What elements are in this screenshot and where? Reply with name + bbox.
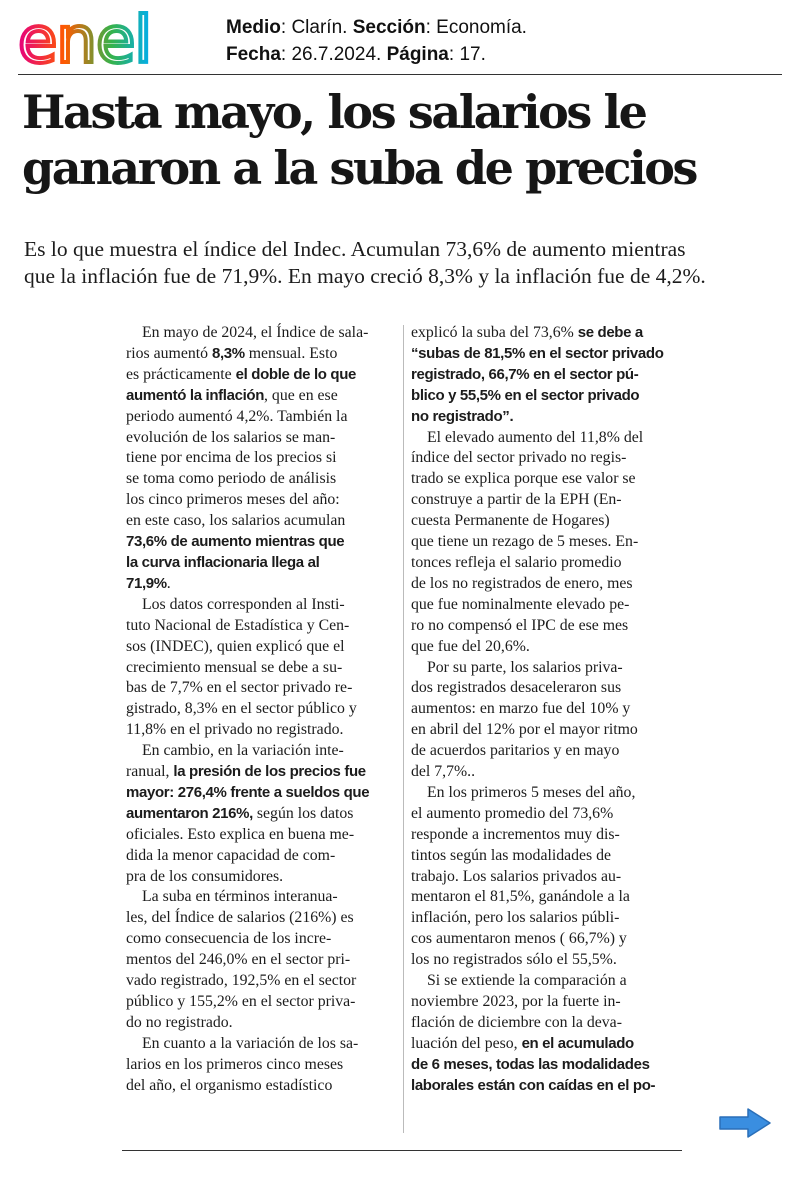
body-text: del año, el organismo estadístico	[126, 1076, 333, 1094]
subhead-line: que la inflación fue de 71,9%. En mayo creció 8,3% y la inflación fue de 4,2%.	[24, 264, 706, 288]
enel-logo-icon	[18, 10, 190, 72]
body-line	[126, 699, 394, 720]
body-text: como consecuencia de los incre-	[126, 930, 332, 948]
pagina-label: Página	[386, 44, 449, 65]
body-text-bold: aumentó la inflación	[126, 386, 265, 404]
body-line	[126, 1034, 394, 1055]
body-text-bold: registrado, 66,7% en el sector pú-	[411, 365, 639, 383]
body-line	[126, 448, 394, 469]
body-text-bold: el doble de lo que	[235, 365, 357, 383]
body-text: periodo aumentó 4,2%. También la	[126, 407, 348, 425]
top-divider	[18, 74, 782, 75]
body-line	[411, 532, 683, 553]
headline-line: ganaron a la suba de precios	[22, 141, 697, 195]
body-line	[411, 992, 683, 1013]
body-line	[411, 825, 683, 846]
body-line	[411, 1076, 683, 1097]
body-line	[126, 929, 394, 950]
body-line	[126, 1076, 394, 1097]
body-line	[411, 574, 683, 595]
body-text: les, del Índice de salarios (216%) es	[126, 909, 354, 927]
body-text-bold: 73,6% de aumento mientras que	[126, 533, 345, 551]
body-line	[411, 553, 683, 574]
body-line	[411, 469, 683, 490]
body-text: que fue nominalmente elevado pe-	[411, 595, 630, 613]
body-text: tintos según las modalidades de	[411, 846, 612, 864]
seccion-value: Economía.	[436, 17, 527, 38]
body-text: vado registrado, 192,5% en el sector	[126, 972, 357, 990]
headline-line: Hasta mayo, los salarios le	[22, 85, 646, 139]
body-line	[126, 323, 394, 344]
body-line	[411, 908, 683, 929]
body-text: el aumento promedio del 73,6%	[411, 804, 614, 822]
body-text: trado se explica porque ese valor se	[411, 470, 636, 488]
body-text: en abril del 12% por el mayor ritmo	[411, 721, 638, 739]
body-line	[411, 511, 683, 532]
body-text: En cuanto a la variación de los sa-	[142, 1034, 359, 1052]
body-text: trabajo. Los salarios privados au-	[411, 867, 622, 885]
body-line	[126, 511, 394, 532]
body-text: mensual. Esto	[244, 344, 338, 362]
body-text: en este caso, los salarios acumulan	[126, 512, 346, 530]
body-text: construye a partir de la EPH (En-	[411, 491, 622, 509]
body-line	[411, 720, 683, 741]
body-line	[126, 344, 394, 365]
headline	[22, 84, 792, 196]
subhead-line: Es lo que muestra el índice del Indec. Acumulan 73,6% de aumento mientras	[24, 237, 686, 261]
body-text-bold: no registrado”.	[411, 407, 514, 425]
body-line	[126, 950, 394, 971]
body-text-bold: blico y 55,5% en el sector privado	[411, 386, 640, 404]
body-text-bold: 71,9%	[126, 574, 167, 592]
body-text: sos (INDEC), quien explicó que el	[126, 637, 345, 655]
body-text-bold: en el acumulado	[521, 1034, 634, 1052]
article-meta	[226, 14, 527, 68]
body-text: larios en los primeros cinco meses	[126, 1055, 344, 1073]
body-line	[411, 448, 683, 469]
body-text: que tiene un rezago de 5 meses. En-	[411, 533, 639, 551]
body-text-bold: la curva inflacionaria llega al	[126, 553, 320, 571]
body-text-bold: se debe a	[577, 324, 643, 341]
body-line	[411, 490, 683, 511]
body-line	[126, 846, 394, 867]
logo-text: enel	[18, 10, 152, 72]
body-text: oficiales. Esto explica en buena me-	[126, 825, 355, 843]
medio-value: Clarín.	[291, 17, 348, 38]
body-line	[126, 825, 394, 846]
body-line	[411, 1034, 683, 1055]
body-text-bold: “subas de 81,5% en el sector privado	[411, 344, 664, 362]
body-line	[411, 365, 683, 386]
body-line	[411, 407, 683, 428]
body-line	[126, 867, 394, 888]
body-line	[411, 323, 683, 344]
body-line	[411, 699, 683, 720]
body-text: crecimiento mensual se debe a su-	[126, 658, 343, 676]
body-text: ro no compensó el IPC de ese mes	[411, 616, 629, 634]
body-text-bold: de 6 meses, todas las modalidades	[411, 1055, 650, 1073]
body-line	[411, 678, 683, 699]
body-text: La suba en términos interanua-	[142, 888, 338, 906]
body-text: mentos del 246,0% en el sector pri-	[126, 951, 351, 969]
body-text: En los primeros 5 meses del año,	[427, 783, 636, 801]
body-text: evolución de los salarios se man-	[126, 428, 336, 446]
body-line	[126, 971, 394, 992]
body-text: que fue del 20,6%.	[411, 637, 530, 655]
body-line	[411, 595, 683, 616]
body-text: según los datos	[252, 804, 354, 822]
body-line	[411, 1013, 683, 1034]
body-line	[411, 344, 683, 365]
body-line	[126, 762, 394, 783]
body-text: En cambio, en la variación inte-	[142, 742, 344, 760]
body-line	[126, 428, 394, 449]
fecha-label: Fecha	[226, 44, 281, 65]
body-line	[126, 908, 394, 929]
body-text: del 7,7%..	[411, 763, 476, 781]
body-line	[411, 804, 683, 825]
body-line	[411, 741, 683, 762]
body-text: En mayo de 2024, el Índice de sala-	[142, 324, 369, 341]
body-text: rios aumentó	[126, 344, 212, 362]
body-text: El elevado aumento del 11,8% del	[427, 428, 644, 446]
body-text: los no registrados sólo el 55,5%.	[411, 951, 617, 969]
body-text: explicó la suba del 73,6%	[411, 324, 578, 341]
body-line	[411, 637, 683, 658]
body-text: dos registrados desaceleraron sus	[411, 679, 622, 697]
column-divider	[403, 325, 404, 1133]
body-column-left	[126, 323, 394, 1097]
body-text: , que en ese	[264, 386, 338, 404]
body-line	[411, 867, 683, 888]
body-line	[126, 490, 394, 511]
body-text: de los no registrados de enero, mes	[411, 574, 633, 592]
body-line	[126, 386, 394, 407]
body-column-right	[411, 323, 683, 1097]
body-text: cuesta Permanente de Hogares)	[411, 512, 610, 530]
body-line	[126, 678, 394, 699]
body-line	[126, 1013, 394, 1034]
body-line	[411, 428, 683, 449]
body-text: índice del sector privado no regis-	[411, 449, 627, 467]
body-text: de acuerdos paritarios y en mayo	[411, 742, 620, 760]
body-line	[411, 971, 683, 992]
medio-label: Medio	[226, 17, 281, 38]
body-line	[126, 574, 394, 595]
body-line	[411, 1055, 683, 1076]
arrow-right-icon[interactable]	[718, 1106, 772, 1140]
body-text: luación del peso,	[411, 1034, 522, 1052]
body-line	[126, 992, 394, 1013]
body-line	[411, 783, 683, 804]
body-text: Si se extiende la comparación a	[427, 972, 627, 990]
body-text: responde a incrementos muy dis-	[411, 825, 620, 843]
meta-line-1: Medio: Clarín. Sección: Economía.	[226, 17, 527, 38]
body-line	[126, 804, 394, 825]
body-line	[411, 658, 683, 679]
body-line	[126, 741, 394, 762]
body-text: tiene por encima de los precios si	[126, 449, 337, 467]
body-text: público y 155,2% en el sector priva-	[126, 993, 356, 1010]
body-text: cos aumentaron menos ( 66,7%) y	[411, 930, 627, 948]
body-text: ranual,	[126, 763, 174, 781]
body-text: bas de 7,7% en el sector privado re-	[126, 679, 353, 697]
body-text: pra de los consumidores.	[126, 867, 284, 885]
body-text: inflación, pero los salarios públi-	[411, 909, 620, 927]
body-text: gistrado, 8,3% en el sector público y	[126, 700, 357, 718]
body-text: Por su parte, los salarios priva-	[427, 658, 623, 676]
body-text: do no registrado.	[126, 1013, 233, 1031]
subheadline	[24, 236, 794, 290]
body-line	[126, 365, 394, 386]
body-text: los cinco primeros meses del año:	[126, 491, 340, 509]
body-line	[411, 846, 683, 867]
body-line	[126, 658, 394, 679]
body-text: mentaron el 81,5%, ganándole a la	[411, 888, 630, 906]
body-text: aumentos: en marzo fue del 10% y	[411, 700, 631, 718]
body-text: flación de diciembre con la deva-	[411, 1013, 622, 1031]
body-text: 11,8% en el privado no registrado.	[126, 721, 344, 739]
body-line	[411, 762, 683, 783]
body-text: noviembre 2023, por la fuerte in-	[411, 993, 621, 1010]
body-line	[126, 553, 394, 574]
body-text: dida la menor capacidad de com-	[126, 846, 336, 864]
body-line	[126, 1055, 394, 1076]
body-line	[126, 887, 394, 908]
meta-line-2: Fecha: 26.7.2024. Página: 17.	[226, 44, 486, 65]
body-text: tuto Nacional de Estadística y Cen-	[126, 616, 350, 634]
body-line	[411, 887, 683, 908]
body-text: se toma como periodo de análisis	[126, 470, 337, 488]
body-line	[411, 386, 683, 407]
body-text: tonces refleja el salario promedio	[411, 553, 622, 571]
body-text: .	[166, 574, 171, 592]
body-line	[126, 783, 394, 804]
body-line	[126, 532, 394, 553]
body-text-bold: la presión de los precios fue	[173, 763, 366, 781]
body-text-bold: mayor: 276,4% frente a sueldos que	[126, 783, 370, 801]
body-text: Los datos corresponden al Insti-	[142, 595, 345, 613]
pagina-value: 17.	[459, 44, 486, 65]
body-line	[126, 720, 394, 741]
body-line	[126, 469, 394, 490]
body-line	[126, 637, 394, 658]
body-text-bold: laborales están con caídas en el po-	[411, 1076, 656, 1094]
body-line	[411, 929, 683, 950]
body-text-bold: 8,3%	[212, 344, 245, 362]
body-line	[126, 616, 394, 637]
fecha-value: 26.7.2024.	[291, 44, 382, 65]
body-text-bold: aumentaron 216%,	[126, 804, 253, 822]
body-line	[126, 407, 394, 428]
body-line	[126, 595, 394, 616]
body-text: es prácticamente	[126, 365, 236, 383]
seccion-label: Sección	[352, 17, 426, 38]
bottom-divider	[122, 1150, 682, 1151]
body-line	[411, 616, 683, 637]
body-line	[411, 950, 683, 971]
